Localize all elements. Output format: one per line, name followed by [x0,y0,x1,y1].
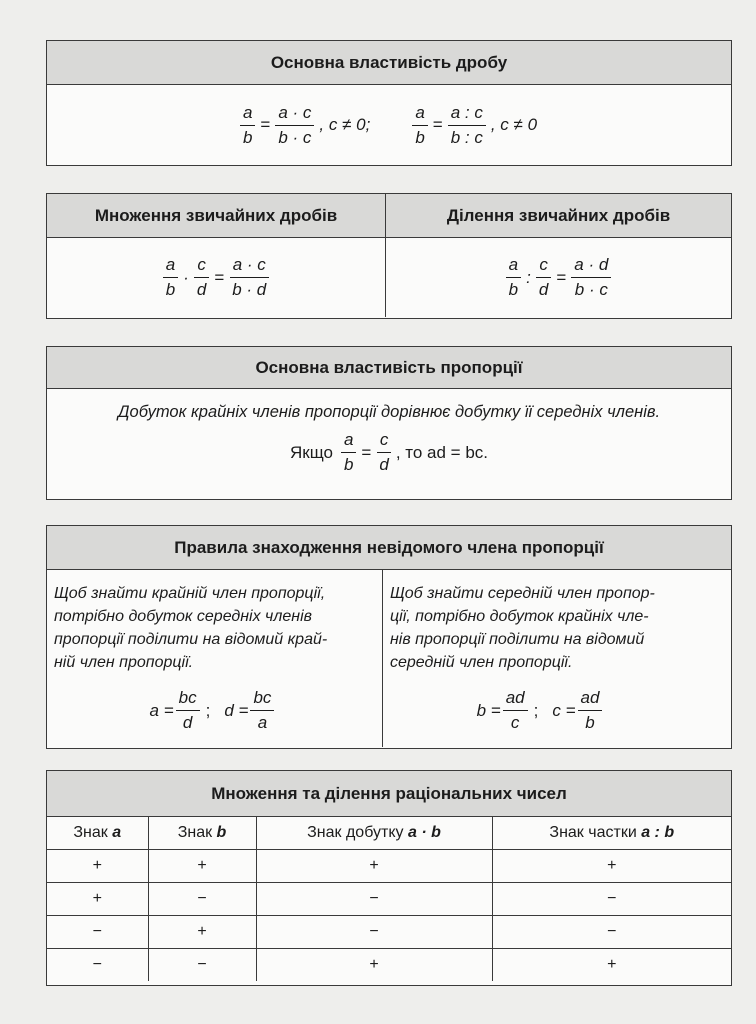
table-row: + + + + [47,850,731,883]
left-rule-formula: a = $\frac{bc}{d}$ ; d = $\frac{bc}{a}$ [54,688,382,733]
multiplication-formula: $\frac{a}{b}$ · $\frac{c}{d}$ = $\frac{a \cdot c}{b \cdot d}$ [47,238,386,317]
condition-2: , c ≠ 0 [490,115,538,134]
table-row: − − + + [47,949,731,982]
box3-formula: Якщо $\frac{a}{b}$ = $\frac{c}{d}$ , то ad = bc. [289,430,489,474]
table-header-row [47,817,731,850]
box4-header: Правила знаходження невідомого члена пропорції [47,526,731,570]
equals-sign-2: = [432,115,443,134]
header-sign-b: Знак b [148,817,256,850]
box1-header [47,41,731,85]
box-rational-signs [46,770,732,986]
fraction-a-div-c: $\frac{a : c}{b : c}$ [448,103,486,148]
box-fraction-operations [46,193,732,319]
box4-left-rule: Щоб знайти крайній член пропорції, потрібно добуток середніх членів пропорції поділити на відомий край- ній член пропорції. a = $\frac{bc}{d}$ ; d = $\frac{bc}{a}$ [47,570,383,747]
signs-table [47,817,731,981]
box2-right-header: Ділення звичайних дробів [386,194,731,237]
box4-right-rule: Щоб знайти середній член пропор- ції, потрібно добуток крайніх чле- нів пропорції поділити на відомий середній член пропорції. b = $\frac{ad}{c}$ ; c = $\frac{ad}{b}$ [383,570,731,747]
division-formula: $\frac{a}{b}$ : $\frac{c}{d}$ = $\frac{a \cdot d}{b \cdot c}$ [386,238,731,317]
right-rule-formula: b = $\frac{ad}{c}$ ; c = $\frac{ad}{b}$ [390,688,731,733]
condition-1: , c ≠ 0; [319,115,371,134]
box-proportion-property [46,346,732,500]
header-sign-a: Знак a [47,817,148,850]
fraction-a-b-2: $\frac{a}{b}$ [412,103,427,148]
fraction-a-b: $\frac{a}{b}$ [240,103,255,148]
box1-title: Основна властивість дробу [270,52,508,72]
fraction-ac-bc: $\frac{a \cdot c}{b \cdot c}$ [275,103,314,148]
box5-header: Множення та ділення раціональних чисел [47,771,731,817]
box3-header: Основна властивість пропорції [47,347,731,389]
equals-sign: = [260,115,271,134]
box2-header-row [47,194,731,238]
table-row: + − − − [47,883,731,916]
box-proportion-unknown [46,525,732,749]
box2-left-header: Множення звичайних дробів [47,194,386,237]
header-sign-quotient: Знак частки a : b [492,817,731,850]
box4-body-row [47,570,731,747]
box3-statement: Добуток крайніх членів пропорції дорівнює добутку її середніх членів. [117,403,661,421]
box1-formulas [47,85,731,165]
box-fraction-property [46,40,732,166]
table-row: − + − − [47,916,731,949]
header-sign-product: Знак добутку a · b [256,817,492,850]
box2-body-row [47,238,731,317]
